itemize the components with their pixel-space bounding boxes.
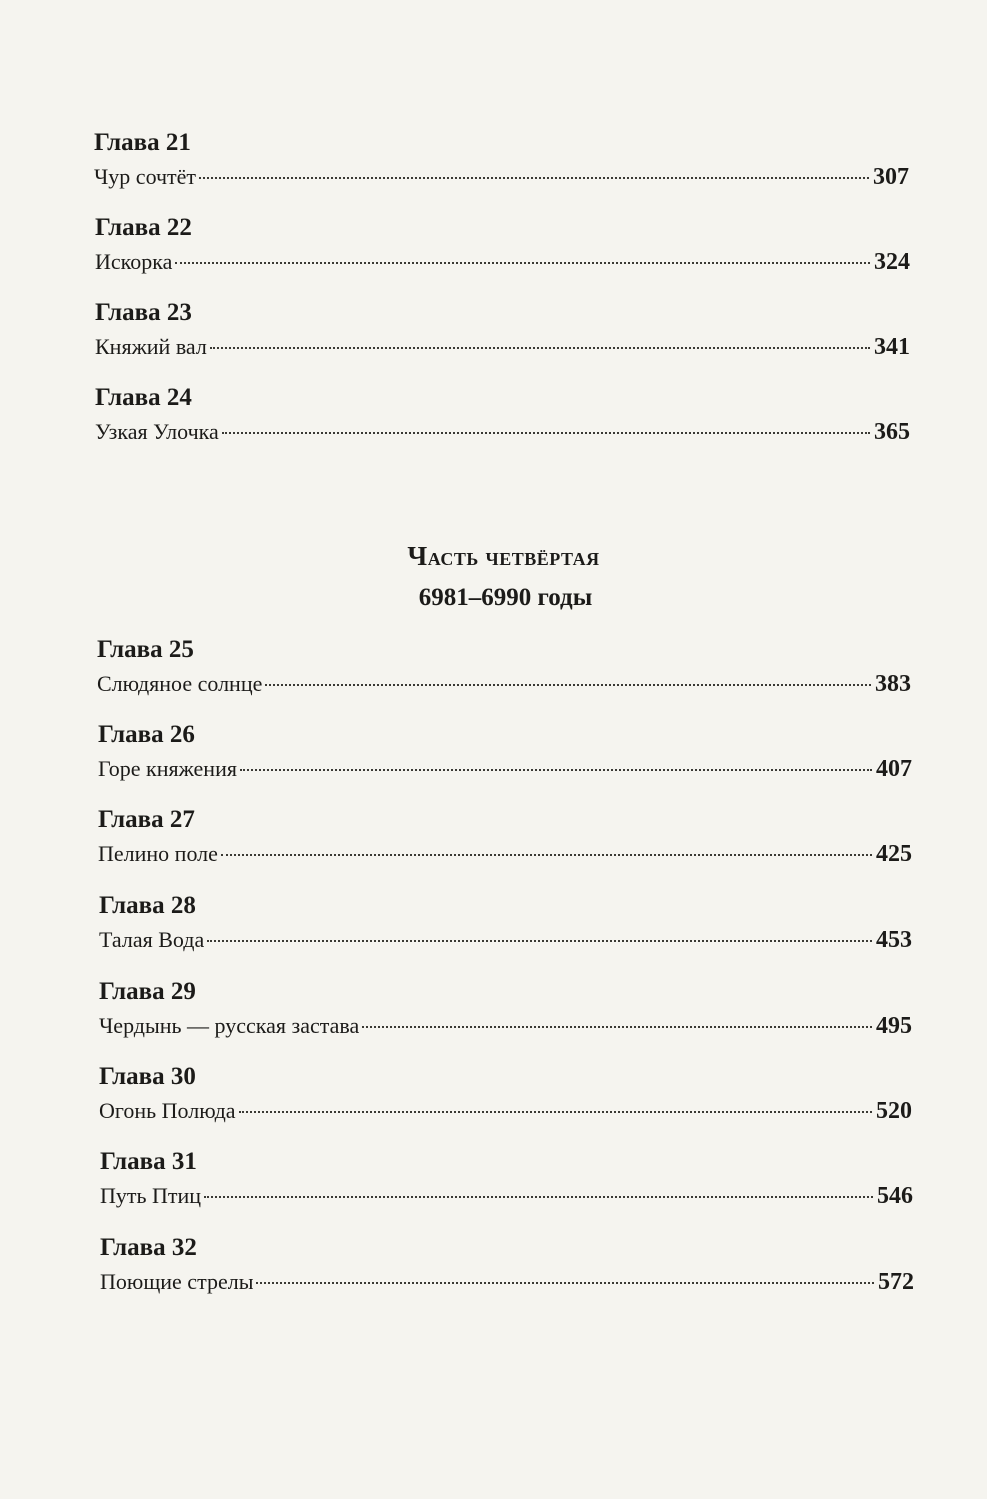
part-title <box>0 540 987 574</box>
dot-leader <box>265 684 871 686</box>
dot-leader <box>240 769 872 771</box>
toc-title-row <box>97 669 911 699</box>
toc-title-row <box>95 247 910 277</box>
chapter-title: Огонь Полюда <box>99 1098 236 1123</box>
chapter-number: Глава 27 <box>98 806 195 833</box>
chapter-title: Горе княжения <box>98 756 237 781</box>
page-number: 407 <box>876 756 912 782</box>
dot-leader <box>210 347 870 349</box>
chapter-title: Поющие стрелы <box>100 1269 254 1294</box>
toc-entry[interactable] <box>99 977 912 1047</box>
toc-entry[interactable] <box>94 128 909 198</box>
page-number: 324 <box>874 249 910 275</box>
toc-entry[interactable] <box>97 635 911 705</box>
toc-title-row <box>98 754 912 784</box>
dot-leader <box>204 1196 873 1198</box>
toc-title-row <box>100 1181 913 1211</box>
chapter-number: Глава 22 <box>95 214 192 241</box>
chapter-title: Чур сочтёт <box>94 164 197 189</box>
chapter-title: Княжий вал <box>95 334 207 359</box>
chapter-title: Искорка <box>95 249 173 274</box>
toc-title-row <box>99 925 912 955</box>
page-number: 572 <box>878 1269 914 1295</box>
toc-entry[interactable] <box>100 1147 913 1217</box>
chapter-title: Пелино поле <box>98 841 218 866</box>
chapter-title: Узкая Улочка <box>95 419 219 444</box>
page-number: 341 <box>874 334 910 360</box>
page-number: 425 <box>876 841 912 867</box>
toc-entry[interactable] <box>98 720 912 790</box>
chapter-number: Глава 32 <box>100 1234 197 1261</box>
chapter-number: Глава 26 <box>98 721 195 748</box>
chapter-number: Глава 24 <box>95 384 192 411</box>
toc-entry[interactable] <box>95 213 910 283</box>
toc-title-row <box>95 417 910 447</box>
dot-leader <box>239 1111 872 1113</box>
toc-entry[interactable] <box>95 298 910 368</box>
dot-leader <box>207 940 872 942</box>
chapter-number: Глава 30 <box>99 1063 196 1090</box>
page-number: 365 <box>874 419 910 445</box>
chapter-number: Глава 31 <box>100 1148 197 1175</box>
chapter-number: Глава 28 <box>99 892 196 919</box>
chapter-title: Талая Вода <box>99 927 205 952</box>
dot-leader <box>362 1026 872 1028</box>
toc-entry[interactable] <box>99 891 912 961</box>
toc-title-row <box>94 162 909 192</box>
dot-leader <box>175 262 870 264</box>
toc-title-row <box>95 332 910 362</box>
page-number: 453 <box>876 927 912 953</box>
part-years: 6981–6990 годы <box>418 584 593 611</box>
chapter-title: Чердынь — русская застава <box>99 1013 360 1038</box>
toc-title-row <box>98 839 912 869</box>
dot-leader <box>199 177 869 179</box>
toc-entry[interactable] <box>99 1062 912 1132</box>
part-title-rest: асть четвёртая <box>427 544 600 571</box>
chapter-number: Глава 29 <box>99 978 196 1005</box>
page-number: 307 <box>873 164 909 190</box>
toc-title-row <box>99 1096 912 1126</box>
dot-leader <box>221 854 872 856</box>
toc-entry[interactable] <box>95 383 910 453</box>
chapter-number: Глава 21 <box>94 129 191 156</box>
toc-title-row <box>100 1267 914 1297</box>
toc-entry[interactable] <box>98 805 912 875</box>
dot-leader <box>256 1282 874 1284</box>
chapter-title: Слюдяное солнце <box>97 671 263 696</box>
page-number: 383 <box>875 671 911 697</box>
toc-entry[interactable] <box>100 1233 914 1303</box>
part-title-initial: Ч <box>407 541 428 571</box>
toc-title-row <box>99 1011 912 1041</box>
chapter-title: Путь Птиц <box>100 1183 202 1208</box>
page-number: 495 <box>876 1013 912 1039</box>
page-number: 546 <box>877 1183 913 1209</box>
page-number: 520 <box>876 1098 912 1124</box>
chapter-number: Глава 25 <box>97 636 194 663</box>
dot-leader <box>222 432 870 434</box>
chapter-number: Глава 23 <box>95 299 192 326</box>
